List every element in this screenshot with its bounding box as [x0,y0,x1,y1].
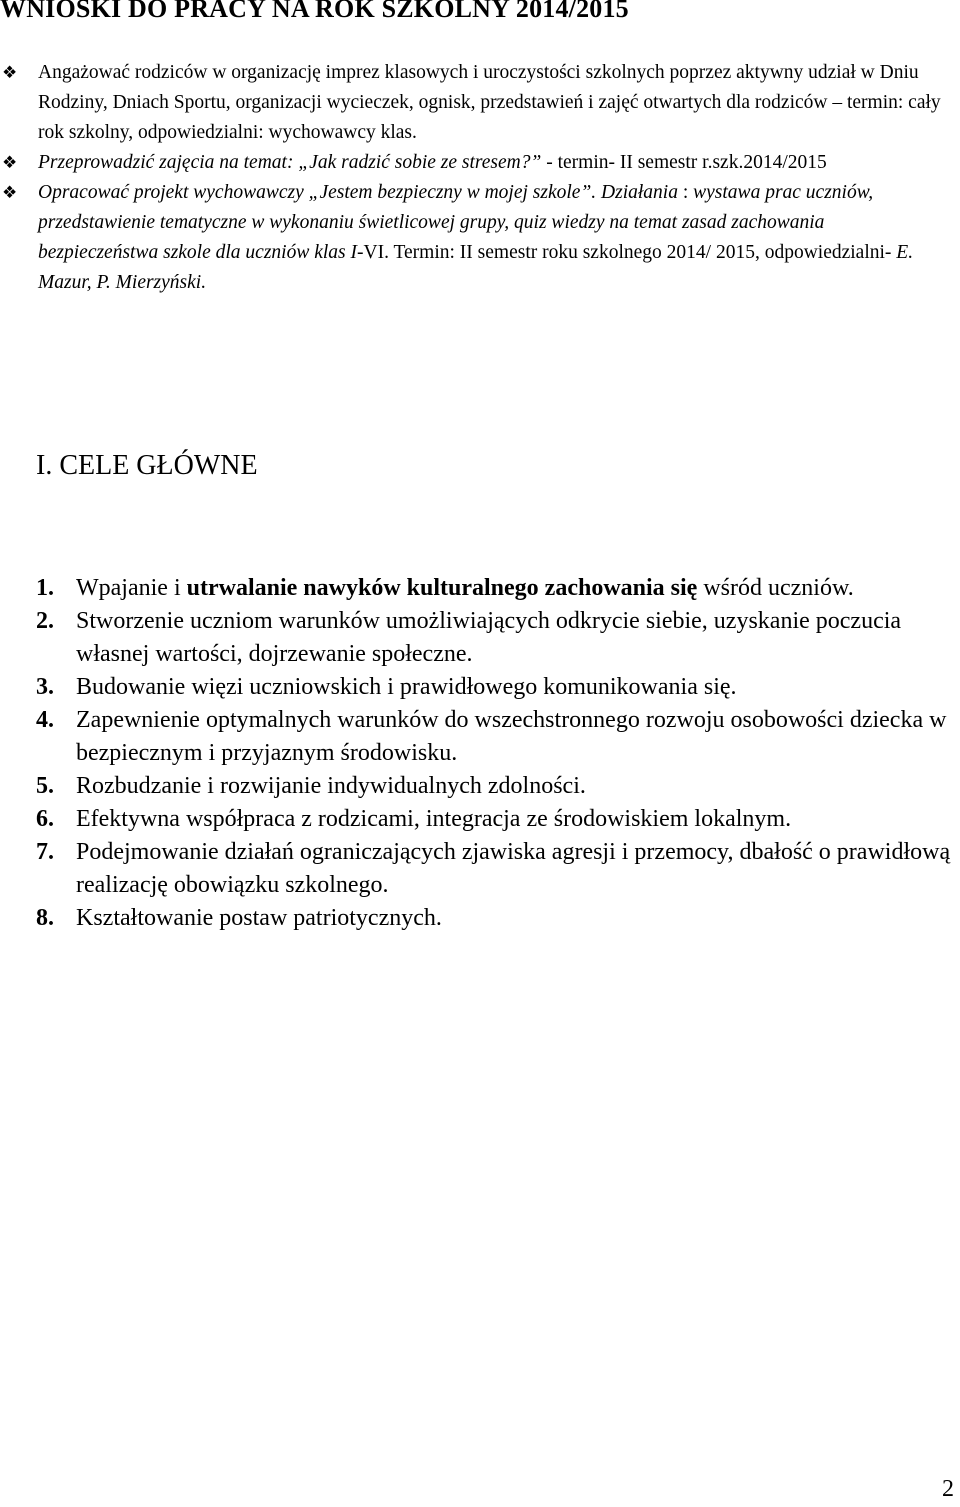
item-number: 5. [36,773,54,799]
bullet-text: Angażować rodziców w organizację imprez klasowych i uroczystości szkolnych poprzez aktywny udział w Dniu Rodziny, Dniach Sportu, organizacji wycieczek, ognisk, przedstawień i zajęć otwartych dla rodziców – termin: cały rok szkolny, odpowiedzialni: wychowawcy klas. [38,62,941,143]
goals-list [36,572,956,935]
item-number: 1. [36,575,54,601]
diamond-bullet-icon: ❖ [2,183,18,202]
conclusions-list [0,58,945,298]
bullet-text: - termin- II semestr r.szk.2014/2015 [546,152,827,173]
goal-text: Stworzenie uczniom warunków umożliwiających odkrycie siebie, uzyskanie poczucia własnej wartości, dojrzewanie społeczne. [76,608,902,667]
item-number: 3. [36,674,54,700]
list-item [0,58,945,148]
list-item [36,704,956,770]
list-item [36,902,956,935]
goal-text: Efektywna współpraca z rodzicami, integracja ze środowiskiem lokalnym. [76,806,792,832]
bullet-text-italic: Opracować projekt wychowawczy „Jestem bezpieczny w mojej szkole”. Działania [38,182,678,203]
bullet-text-italic: Przeprowadzić zajęcia na temat: „Jak radzić sobie ze stresem?” [38,152,542,173]
goal-text: Zapewnienie optymalnych warunków do wszechstronnego rozwoju osobowości dziecka w bezpiecznym i przyjaznym środowisku. [76,707,947,766]
item-number: 7. [36,839,54,865]
list-item [36,671,956,704]
item-number: 6. [36,806,54,832]
list-item [36,836,956,902]
section-title: I. CELE GŁÓWNE [36,450,258,481]
goal-text: Budowanie więzi uczniowskich i prawidłowego komunikowania się. [76,674,737,700]
bullet-text-italic: wystawa prac uczniów, przedstawienie tematyczne w wykonaniu świetlicowej grupy, quiz wiedzy na temat zasad zachowania bezpieczeństwa szkole dla uczniów klas I- [38,182,874,263]
list-item [36,572,956,605]
list-item [0,148,945,178]
bullet-text: : [677,182,689,203]
goal-text: wśród uczniów. [697,575,854,601]
diamond-bullet-icon: ❖ [2,63,18,82]
document-title: WNIOSKI DO PRACY NA ROK SZKOLNY 2014/2015 [0,0,629,23]
list-item [36,770,956,803]
goal-text: Rozbudzanie i rozwijanie indywidualnych zdolności. [76,773,586,799]
item-number: 2. [36,608,54,634]
bullet-text-italic: E. Mazur, P. Mierzyński. [38,242,914,293]
goal-text: Podejmowanie działań ograniczających zjawiska agresji i przemocy, dbałość o prawidłową realizację obowiązku szkolnego. [76,839,951,898]
goal-text-bold: utrwalanie nawyków kulturalnego zachowania się [186,575,698,601]
bullet-text: VI. Termin: II semestr roku szkolnego 2014/ 2015, odpowiedzialni- [363,242,892,263]
list-item [36,605,956,671]
diamond-bullet-icon: ❖ [2,153,18,172]
page-number: 2 [942,1476,954,1502]
item-number: 8. [36,905,54,931]
list-item [36,803,956,836]
list-item [0,178,945,298]
goal-text: Kształtowanie postaw patriotycznych. [76,905,442,931]
item-number: 4. [36,707,54,733]
goal-text: Wpajanie i [76,575,187,601]
